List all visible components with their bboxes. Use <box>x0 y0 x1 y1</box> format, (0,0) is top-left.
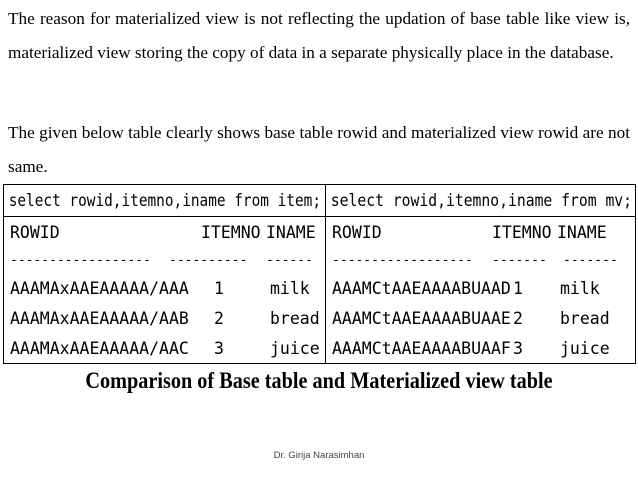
base-dash-row <box>4 246 325 276</box>
mv-header-row <box>326 218 636 248</box>
mv-query: select rowid,itemno,iname from mv; <box>330 191 633 210</box>
base-dash-3: ------ <box>266 253 313 268</box>
mv-rowid: AAAMCtAAEAAAABUAAF <box>332 339 511 358</box>
base-iname: juice <box>270 339 320 358</box>
mv-header-itemno: ITEMNO <box>492 223 552 242</box>
base-itemno: 1 <box>214 279 224 298</box>
mv-table-column <box>325 185 636 363</box>
base-header-itemno: ITEMNO <box>201 223 261 242</box>
table-row <box>326 304 636 334</box>
table-row <box>326 334 636 364</box>
base-rowid: AAAMAxAAEAAAAA/AAB <box>10 309 189 328</box>
base-itemno: 2 <box>214 309 224 328</box>
comparison-table <box>3 184 636 364</box>
mv-rowid: AAAMCtAAEAAAABUAAE <box>332 309 511 328</box>
intro-paragraph: The reason for materialized view is not reflecting the updation of base table like view is, materialized view storing the copy of data in a separate physically place in the database. <box>8 9 630 62</box>
mv-iname: juice <box>560 339 610 358</box>
mv-dash-3: ------- <box>563 253 618 268</box>
base-table-column <box>4 185 325 363</box>
base-dash-1: ------------------ <box>10 253 151 268</box>
base-header-row <box>4 218 325 248</box>
table-caption: Comparison of Base table and Materialized view table <box>85 368 553 393</box>
base-rowid: AAAMAxAAEAAAAA/AAA <box>10 279 189 298</box>
mv-itemno: 3 <box>513 339 523 358</box>
mv-rowid: AAAMCtAAEAAAABUAAD <box>332 279 511 298</box>
base-header-rowid: ROWID <box>10 223 60 242</box>
base-iname: bread <box>270 309 320 328</box>
table-row <box>4 334 325 364</box>
mv-itemno: 2 <box>513 309 523 328</box>
table-row <box>4 274 325 304</box>
mv-header-rowid: ROWID <box>332 223 382 242</box>
base-query: select rowid,itemno,iname from item; <box>8 191 321 210</box>
mv-dash-1: ------------------ <box>332 253 473 268</box>
base-header-iname: INAME <box>266 223 316 242</box>
table-row <box>326 274 636 304</box>
base-iname: milk <box>270 279 310 298</box>
base-query-row <box>4 186 321 216</box>
table-row <box>4 304 325 334</box>
mv-itemno: 1 <box>513 279 523 298</box>
mv-iname: milk <box>560 279 600 298</box>
mv-iname: bread <box>560 309 610 328</box>
slide-footer: Dr. Girija Narasimhan <box>273 450 365 461</box>
explanation-paragraph: The given below table clearly shows base table rowid and materialized view rowid are not same. <box>8 123 630 176</box>
mv-dash-2: ------- <box>492 253 547 268</box>
base-dash-2: ---------- <box>169 253 248 268</box>
mv-header-iname: INAME <box>557 223 607 242</box>
base-itemno: 3 <box>214 339 224 358</box>
base-rowid: AAAMAxAAEAAAAA/AAC <box>10 339 189 358</box>
mv-dash-row <box>326 246 636 276</box>
mv-query-row <box>326 186 633 216</box>
